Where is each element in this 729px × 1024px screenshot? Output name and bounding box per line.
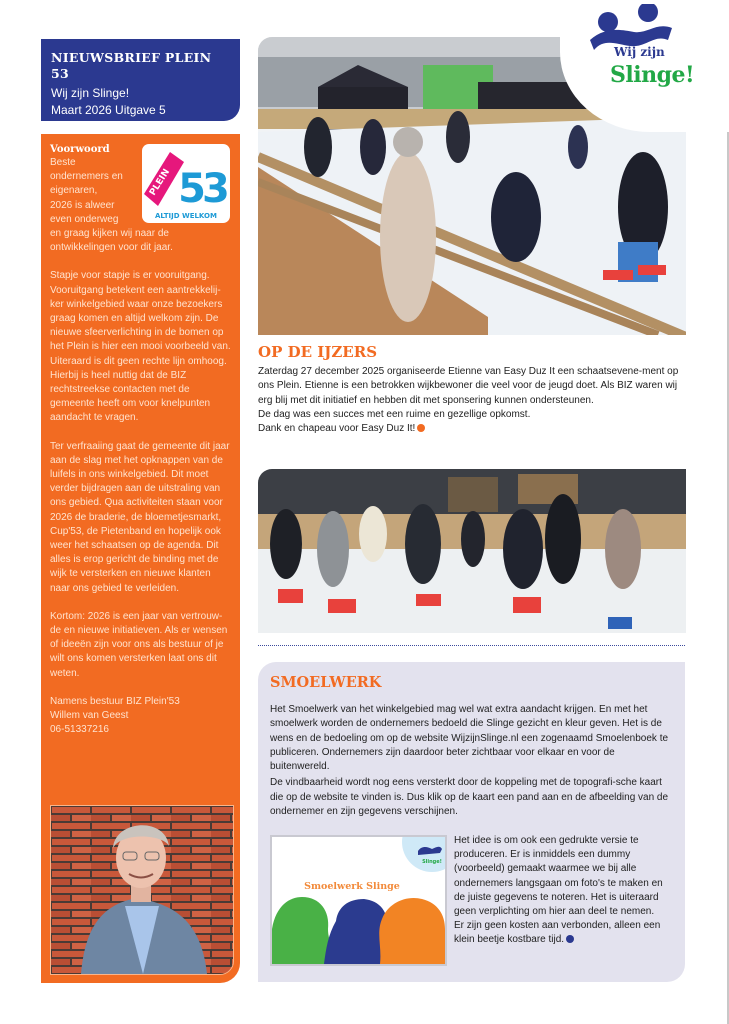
foreword-paragraph: Ter verfraaiing gaat de gemeente dit jaar aan de slag met het opknappen van de luifels in ons winkelgebied. Dit moet verder bijdragen aan de uitstraling van ons gebied. Qua activiteiten staan voor 2026 de braderie, de bloemetjesmarkt, Cup'53, de Pietenband en hopelijk ook weer het schaatsen op de agenda. Dit alles is erop gericht de binding met de wijk te versterken en nieuwe klanten naar ons gebied te verleiden. [50, 440, 230, 594]
intro-line: ontwikkelingen voor dit jaar. [50, 242, 173, 254]
newsletter-issue: Maart 2026 Uitgave 5 [51, 103, 166, 117]
intro-line: Beste [50, 157, 76, 168]
article-body [258, 422, 690, 436]
foreword-sidebar [41, 134, 240, 983]
intro-line: ondernemers en [50, 171, 123, 183]
signature-line: 06-51337216 [50, 724, 109, 736]
logo-text-plein: PLEIN [148, 167, 173, 198]
smoelwerk-side-text [454, 834, 676, 948]
foreword-paragraph: Stapje voor stapje is er vooruitgang. Vooruitgang betekent een aantrekkelij-ker winkelgebied waar onze bezoekers graag komen en altijd welkom zijn. De nieuwe sfeerverlichting in de bomen op het Plein is hier een mooi voorbeeld van. Uiteraard is dit geen rechte lijn omhoog. Hierbij is heel nuttig dat de BIZ rechtstreekse contacten met de gemeente heeft om voor knelpunten aandacht te vragen. [50, 270, 231, 424]
plein53-logo [142, 144, 230, 223]
article-body: Zaterdag 27 december 2025 organiseerde Etienne van Easy Duz It een schaatsevene-ment op ons Plein. Etienne is een betrokken wijkbewoner die veel voor de jeugd doet. Als BIZ waren wij erg blij met dit initiatief en hebben dit met sponsering kunnen ondersteunen. [258, 366, 679, 406]
smoelwerk-cover-image [270, 835, 447, 966]
plein53-logo-graphic [142, 144, 230, 223]
signature-line: Namens bestuur BIZ Plein'53 [50, 695, 180, 707]
article-body: De dag was een succes met een ruime en gezellige opkomst. [258, 408, 531, 420]
cover-badge-text: Slinge! [422, 859, 442, 865]
logo-number: 53 [178, 166, 226, 212]
article-smoelwerk [258, 662, 685, 982]
intro-line: 2026 is alweer [50, 199, 115, 211]
intro-line: even onderweg [50, 213, 119, 225]
section-divider [258, 645, 685, 646]
cover-title: Smoelwerk Slinge [304, 881, 400, 892]
article-body: Het idee is om ook een gedrukte versie te produceren. Er is inmiddels een dummy (voorbeeld) gemaakt waarmee we bij alle ondernemers langsgaan om foto's te maken en de juiste gegevens te noteren. Het is uiteraard geen verplichting om hier aan deel te nemen. [454, 835, 663, 918]
article-body: De vindbaarheid wordt nog eens versterkt door de koppeling met de topografi-sche kaart die op de website te vinden is. Dus klik op de kaart een pand aan en de afbeelding van de ondernemer en zijn gegevens verschijnen. [270, 777, 669, 818]
foreword-heading: Voorwoord [50, 144, 110, 155]
newsletter-subtitle: Wij zijn Slinge! [51, 86, 130, 100]
signature-line: Willem van Geest [50, 710, 129, 722]
article-title: SMOELWERK [270, 674, 382, 691]
newsletter-title: NIEUWSBRIEF PLEIN 53 [51, 50, 212, 81]
brand-line-1: Wij zijn [614, 45, 665, 59]
article-body [454, 919, 676, 947]
article-title: OP DE IJZERS [258, 343, 378, 361]
end-mark-icon [417, 424, 425, 432]
intro-line: en graag kijken wij naar de [50, 228, 169, 239]
portrait-photo [50, 805, 234, 975]
article-closing: Dank en chapeau voor Easy Duz It! [258, 423, 416, 435]
logo-tagline: ALTIJD WELKOM [155, 212, 217, 220]
masthead [41, 39, 240, 121]
article-body: Het Smoelwerk van het winkelgebied mag wel wat extra aandacht krijgen. En met het smoelwerk worden de ondernemers bedoeld die Slinge gezicht en kleur geven. Het is de wens en de bedoeling om op de website WijzijnSlinge.nl een zogenaamd Smoelenboek te publiceren. Ondernemers zijn daardoor beter zichtbaar voor elkaar en voor de buitenwereld. [270, 704, 669, 773]
end-mark-icon [566, 935, 574, 943]
article-op-de-ijzers [258, 344, 690, 436]
ice-rink-photo-2 [258, 469, 686, 633]
brand-line-2: Slinge! [610, 62, 695, 88]
article-closing: Er zijn geen kosten aan verbonden, alleen een klein beetje kostbare tijd. [454, 920, 661, 946]
foreword-paragraph: Kortom: 2026 is een jaar van vertrouw-de en nieuwe initiatieven. Als er wensen of ideeën zijn voor ons als bestuur of je wilt ons komen versterken laat ons dit weten. [50, 610, 228, 679]
intro-line: eigenaren, [50, 185, 98, 197]
